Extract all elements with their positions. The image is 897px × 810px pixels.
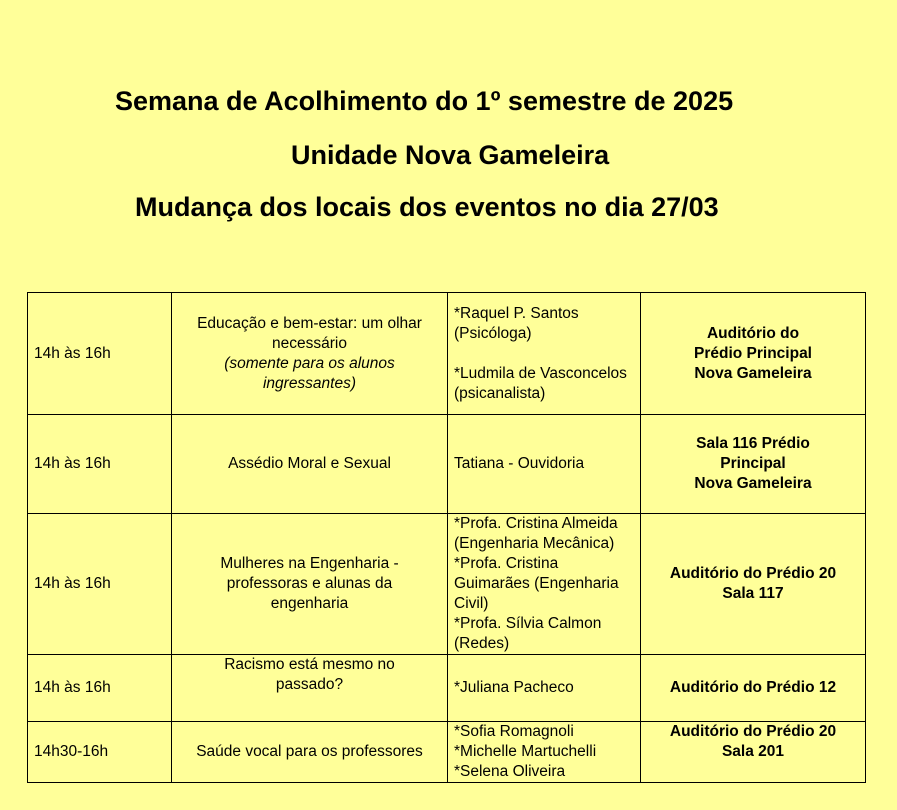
page-subtitle: Unidade Nova Gameleira: [291, 140, 610, 170]
place-line: Prédio Principal: [693, 344, 812, 362]
event-title: Racismo está mesmo no passado?: [224, 656, 395, 693]
speaker-cell: [448, 415, 641, 514]
table-row: [28, 293, 866, 415]
place-cell: [641, 415, 866, 514]
event-title: Assédio Moral e Sexual: [228, 455, 391, 472]
speaker-name: *Raquel P. Santos (Psicóloga): [454, 304, 579, 342]
speaker-name: *Profa. Cristina Guimarães (Engenharia Civil): [454, 555, 619, 612]
page-title: Semana de Acolhimento do 1º semestre de 2025: [115, 86, 734, 116]
speaker-name: *Michelle Martuchelli: [454, 743, 597, 760]
speaker-cell: [448, 722, 641, 783]
place-cell: [641, 293, 866, 415]
page-notice: Mudança dos locais dos eventos no dia 27/03: [135, 192, 719, 222]
place-line: Nova Gameleira: [694, 364, 812, 382]
table-row: [28, 722, 866, 783]
speaker-cell: [448, 514, 641, 655]
event-cell: [172, 293, 448, 415]
time-cell: 14h às 16h: [28, 415, 172, 514]
place-line: Sala 117: [722, 585, 784, 602]
time-cell: 14h às 16h: [28, 655, 172, 722]
table-row: [28, 415, 866, 514]
time-cell: 14h às 16h: [28, 293, 172, 415]
place-line: Sala 201: [721, 743, 785, 760]
event-cell: [172, 655, 448, 722]
event-title: Saúde vocal para os professores: [196, 743, 423, 760]
place-cell: [641, 722, 866, 783]
speaker-name: Tatiana - Ouvidoria: [454, 455, 585, 472]
event-cell: [172, 722, 448, 783]
speaker-name: *Profa. Sílvia Calmon (Redes): [454, 615, 602, 652]
place-cell: [641, 655, 866, 722]
speaker-cell: [448, 293, 641, 415]
speaker-name: *Selena Oliveira: [454, 763, 566, 780]
place-line: Auditório do Prédio 20: [669, 723, 837, 740]
speaker-name: *Sofia Romagnoli: [454, 723, 574, 740]
time-cell: 14h30-16h: [28, 722, 172, 783]
speaker-name: *Ludmila de Vasconcelos (psicanalista): [454, 364, 627, 402]
event-cell: [172, 514, 448, 655]
time-cell: 14h às 16h: [28, 514, 172, 655]
place-line: Nova Gameleira: [694, 475, 812, 492]
speaker-cell: [448, 655, 641, 722]
event-cell: [172, 415, 448, 514]
event-title: Mulheres na Engenharia - professoras e alunas da engenharia: [220, 555, 399, 612]
table-row: [28, 514, 866, 655]
place-line: Auditório do: [706, 324, 800, 342]
speaker-name: *Profa. Cristina Almeida (Engenharia Mecânica): [454, 515, 618, 552]
event-note: (somente para os alunos ingressantes): [224, 354, 395, 392]
place-cell: [641, 514, 866, 655]
speaker-name: *Juliana Pacheco: [454, 679, 574, 696]
place-line: Sala 116 Prédio Principal: [696, 435, 810, 472]
schedule-table: [27, 292, 866, 783]
place-line: Auditório do Prédio 12: [669, 679, 837, 696]
place-line: Auditório do Prédio 20: [669, 565, 837, 582]
table-row: [28, 655, 866, 722]
event-title: Educação e bem-estar: um olhar necessário: [197, 314, 422, 352]
